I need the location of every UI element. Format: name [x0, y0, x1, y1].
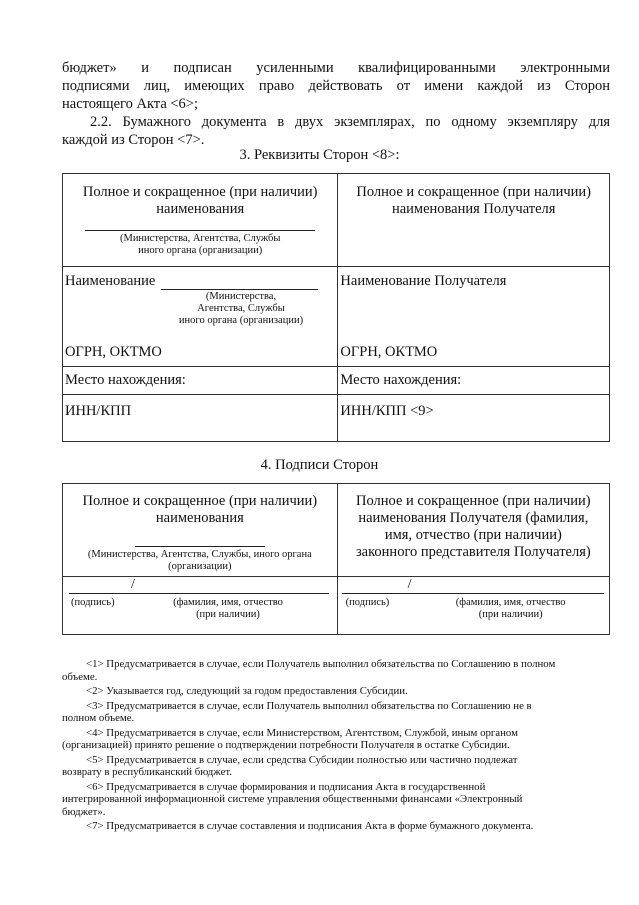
- hint-text: (Министерства, Агентства, Службы: [119, 233, 281, 244]
- footnotes: [62, 658, 610, 833]
- ogrn-label: ОГРН, ОКТМО: [340, 344, 438, 360]
- requisites-left-header: [63, 174, 338, 267]
- signatures-left-header: [63, 484, 338, 577]
- fill-line: [85, 230, 315, 231]
- paragraph-line: подписями лиц, имеющих право действовать от имени каждой из Сторон: [62, 78, 610, 94]
- paragraph-line: настоящего Акта <6>;: [62, 96, 199, 112]
- hint-text: иного органа (организации): [138, 245, 263, 256]
- signatures-table: [62, 483, 610, 635]
- location-cell-right: [338, 367, 610, 395]
- requisites-table: [62, 173, 610, 442]
- footnote: <1> Предусматривается в случае, если Получатель выполнил обязательства по Соглашению в полном объеме.: [62, 658, 556, 683]
- slash: /: [407, 577, 412, 592]
- signature-cell-left: [63, 577, 338, 635]
- signature-hint: (подпись): [345, 597, 390, 608]
- header-text: наименования: [156, 201, 245, 217]
- name-label: Наименование: [65, 273, 156, 289]
- signature-line: [69, 593, 329, 594]
- signature-line: [342, 593, 604, 594]
- paragraph-line: бюджет» и подписан усиленными квалифицированными электронными: [62, 60, 610, 76]
- header-text: Полное и сокращенное (при наличии): [356, 493, 591, 509]
- location-label: Место нахождения:: [65, 372, 186, 388]
- slash: /: [131, 577, 135, 592]
- header-text: наименования Получателя: [391, 201, 556, 217]
- hint-text: (организации): [168, 561, 232, 572]
- header-text: наименования Получателя (фамилия,: [358, 510, 589, 526]
- name-cell-right: [338, 267, 610, 367]
- hint-text: Агентства, Службы: [197, 303, 285, 314]
- header-text: имя, отчество (при наличии): [384, 527, 562, 543]
- header-text: Полное и сокращенное (при наличии): [356, 184, 591, 200]
- header-text: наименования: [155, 510, 244, 526]
- name-label: Наименование Получателя: [340, 273, 507, 289]
- hint-text: (Министерства, Агентства, Службы, иного органа: [87, 549, 312, 560]
- hint-text: иного органа (организации): [178, 315, 304, 326]
- footnote: <5> Предусматривается в случае, если средства Субсидии полностью или частично подлежат возврату в республиканский бюджет.: [62, 753, 518, 778]
- ogrn-label: ОГРН, ОКТМО: [65, 344, 162, 360]
- header-text: законного представителя Получателя): [355, 544, 591, 560]
- fill-line: [135, 546, 265, 547]
- name-cell-left: [63, 267, 338, 367]
- section-title: 3. Реквизиты Сторон <8>:: [239, 147, 400, 163]
- fio-hint: (фамилия, имя, отчество: [173, 597, 283, 608]
- fill-line: [161, 289, 318, 290]
- hint-text: (Министерства,: [205, 291, 277, 302]
- paragraph-line: 2.2. Бумажного документа в двух экземплярах, по одному экземпляру для: [90, 114, 610, 130]
- header-text: Полное и сокращенное (при наличии): [82, 184, 318, 200]
- signature-hint: (подпись): [71, 597, 115, 608]
- section-title: 4. Подписи Сторон: [260, 457, 379, 473]
- footnote: <3> Предусматривается в случае, если Получатель выполнил обязательства по Соглашению не в полном объеме.: [62, 699, 532, 724]
- location-label: Место нахождения:: [340, 372, 462, 388]
- footnote: <2> Указывается год, следующий за годом предоставления Субсидии.: [86, 685, 408, 697]
- location-cell-left: [63, 367, 338, 395]
- footnote: <6> Предусматривается в случае формирования и подписания Акта в государственной интегрированной информационной системе управления общественными финансами «Электронный бюджет».: [62, 780, 523, 818]
- inn-label: ИНН/КПП: [65, 403, 132, 419]
- inn-cell-right: [338, 395, 610, 442]
- fio-hint: (при наличии): [478, 609, 543, 620]
- fio-hint: (при наличии): [196, 609, 260, 620]
- requisites-right-header: [338, 174, 610, 267]
- fio-hint: (фамилия, имя, отчество: [455, 597, 566, 608]
- inn-label: ИНН/КПП <9>: [340, 403, 434, 419]
- paragraph-line: каждой из Сторон <7>.: [62, 132, 205, 148]
- inn-cell-left: [63, 395, 338, 442]
- footnote: <7> Предусматривается в случае составления и подписания Акта в форме бумажного документа.: [86, 820, 534, 832]
- signature-cell-right: [337, 577, 609, 635]
- signatures-right-header: [337, 484, 609, 577]
- header-text: Полное и сокращенное (при наличии): [82, 493, 318, 509]
- footnote: <4> Предусматривается в случае, если Министерством, Агентством, Службой, иным органом (организацией) принято решение о подтверждении потребности Получателя в остатке Субсидии.: [62, 726, 518, 751]
